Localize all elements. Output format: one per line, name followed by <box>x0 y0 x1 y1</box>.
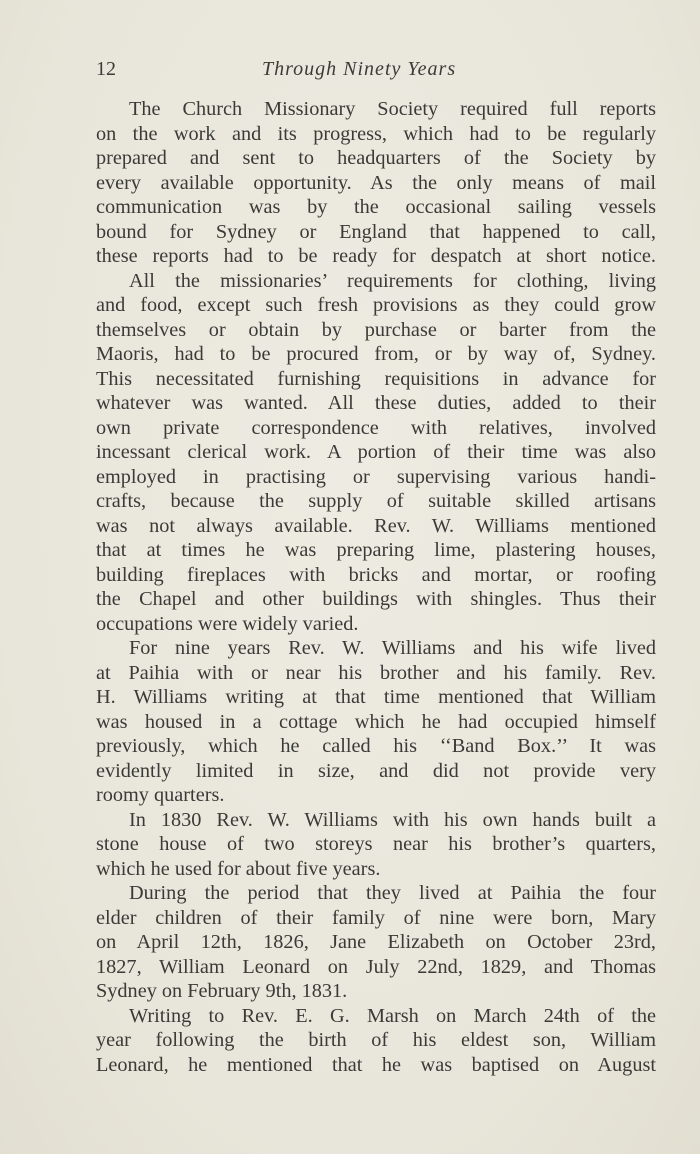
text-line: Maoris, had to be procured from, or by way of, Sydney. <box>96 343 656 365</box>
text-line: every available opportunity. As the only means of mail <box>96 171 656 194</box>
text-line: The Church Missionary Society required full reports <box>129 98 656 120</box>
text-line: building fireplaces with bricks and mortar, or roofing <box>96 563 656 586</box>
text-line: Sydney on February 9th, 1831. <box>96 980 348 1002</box>
text-line: communication was by the occasional sailing vessels <box>96 196 656 218</box>
paragraph <box>96 881 656 1004</box>
text-line: year following the birth of his eldest son, William <box>96 1029 656 1051</box>
paragraph <box>96 269 656 637</box>
text-line: bound for Sydney or England that happened to call, <box>96 220 656 243</box>
text-line: occupations were widely varied. <box>96 612 359 635</box>
text-line: elder children of their family of nine were born, Mary <box>96 906 656 929</box>
body-text <box>96 97 656 1077</box>
paragraph <box>96 808 656 882</box>
text-line: H. Williams writing at that time mentioned that William <box>96 686 656 708</box>
text-line: that at times he was preparing lime, plastering houses, <box>96 539 656 561</box>
text-line: on the work and its progress, which had to be regularly <box>96 122 656 145</box>
text-line: For nine years Rev. W. Williams and his wife lived <box>129 637 656 659</box>
text-line: themselves or obtain by purchase or barter from the <box>96 318 656 341</box>
text-line: All the missionaries’ requirements for clothing, living <box>129 269 656 292</box>
text-line: on April 12th, 1826, Jane Elizabeth on October 23rd, <box>96 931 656 953</box>
text-line: at Paihia with or near his brother and his family. Rev. <box>96 661 656 684</box>
text-line: stone house of two storeys near his brother’s quarters, <box>96 833 656 855</box>
text-line: Leonard, he mentioned that he was baptised on August <box>96 1053 656 1076</box>
text-line: crafts, because the supply of suitable skilled artisans <box>96 490 656 512</box>
text-line: was housed in a cottage which he had occupied himself <box>96 710 656 733</box>
text-line: which he used for about five years. <box>96 857 381 880</box>
text-line: employed in practising or supervising various handi- <box>96 465 656 488</box>
text-line: incessant clerical work. A portion of their time was also <box>96 441 656 463</box>
text-line: This necessitated furnishing requisitions in advance for <box>96 367 656 390</box>
text-line: In 1830 Rev. W. Williams with his own hands built a <box>129 808 656 831</box>
text-line: During the period that they lived at Paihia the four <box>129 882 656 904</box>
text-line: own private correspondence with relatives, involved <box>96 416 656 439</box>
paragraph <box>96 636 656 808</box>
text-line: 1827, William Leonard on July 22nd, 1829, and Thomas <box>96 955 656 978</box>
text-line: roomy quarters. <box>96 784 225 806</box>
text-line: these reports had to be ready for despatch at short notice. <box>96 245 656 267</box>
text-line: evidently limited in size, and did not provide very <box>96 759 656 782</box>
text-line: Writing to Rev. E. G. Marsh on March 24th of the <box>129 1004 656 1027</box>
page-number: 12 <box>96 58 116 80</box>
text-line: and food, except such fresh provisions as they could grow <box>96 294 656 316</box>
text-line: whatever was wanted. All these duties, added to their <box>96 392 656 414</box>
running-title: Through Ninety Years <box>262 58 457 80</box>
text-line: prepared and sent to headquarters of the Society by <box>96 147 656 169</box>
paragraph <box>96 1004 656 1078</box>
text-line: was not always available. Rev. W. Williams mentioned <box>96 514 656 537</box>
text-line: the Chapel and other buildings with shingles. Thus their <box>96 588 656 610</box>
paragraph <box>96 97 656 269</box>
text-line: previously, which he called his ‘‘Band Box.’’ It was <box>96 735 656 757</box>
page-header <box>96 58 656 88</box>
